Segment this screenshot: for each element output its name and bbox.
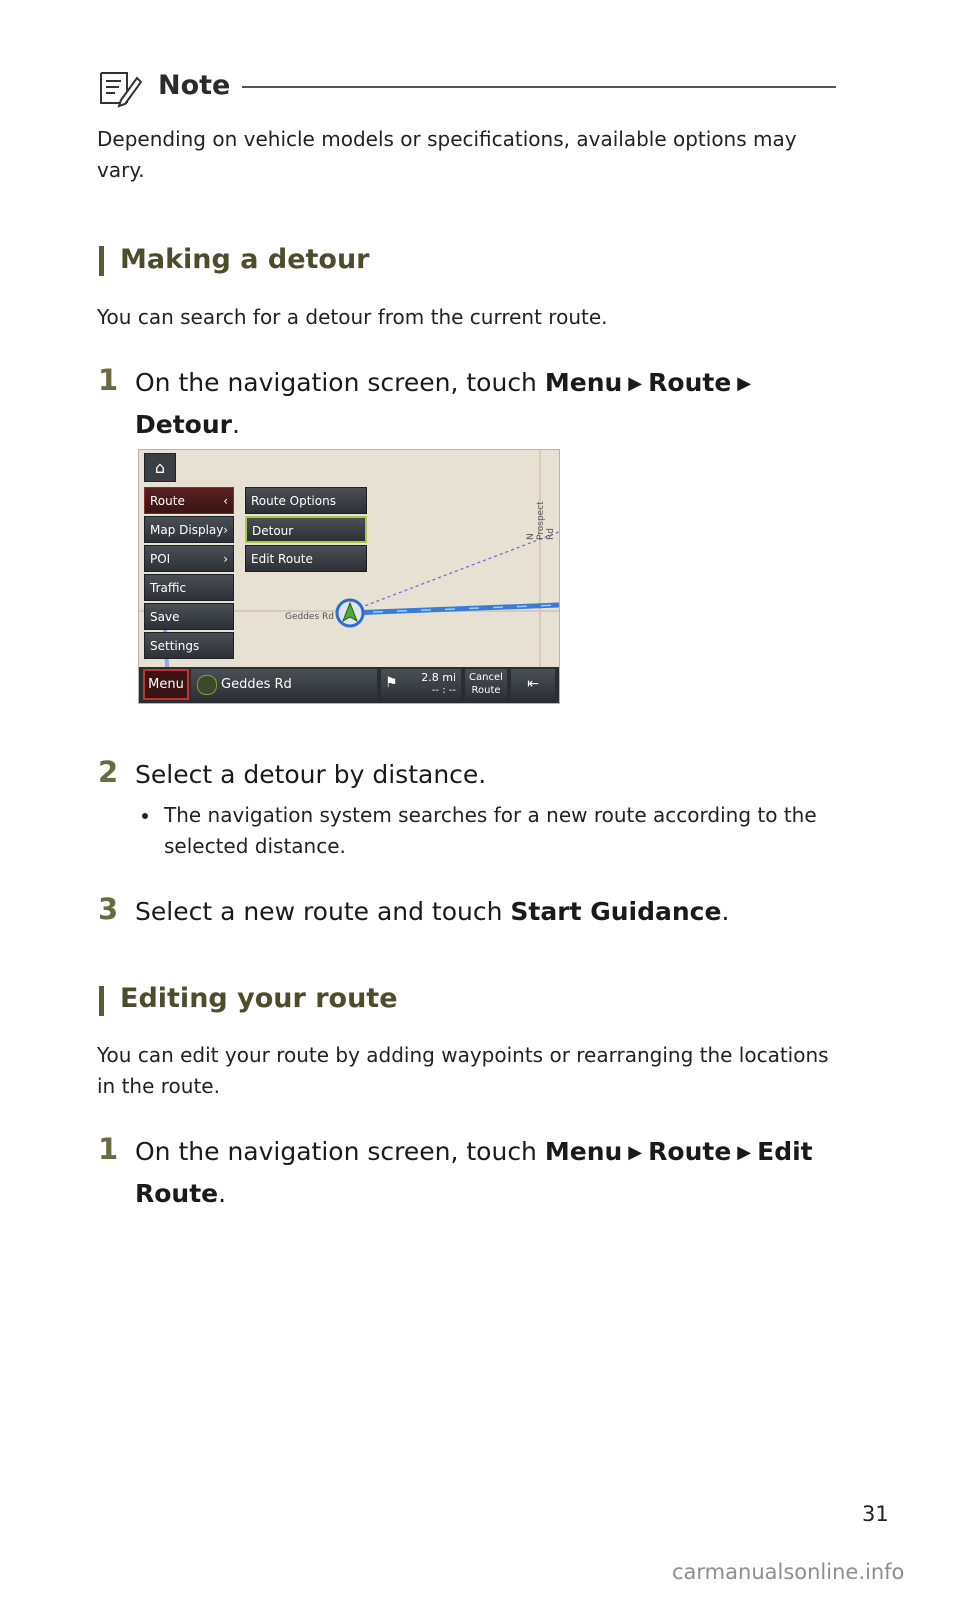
step-number: 3 [98, 892, 119, 926]
page-number: 31 [862, 1502, 889, 1526]
section-marker [99, 986, 104, 1016]
menu-item-poi[interactable]: POI › [144, 545, 234, 572]
step-bullet: The navigation system searches for a new route according to the selected distance. [164, 803, 817, 858]
road-label-vertical: N Prospect Rd [526, 501, 556, 540]
section-title-detour: Making a detour [120, 244, 370, 275]
remaining-distance: 2.8 mi [421, 671, 456, 684]
checkered-flag-icon: ⚑ [385, 675, 398, 691]
step-number: 1 [98, 1132, 119, 1166]
home-button[interactable]: ⌂ [144, 453, 176, 482]
menu-item-route[interactable]: Route ‹ [144, 487, 234, 514]
split-screen-icon[interactable]: ⇤ [511, 669, 555, 700]
section-title-editing: Editing your route [120, 983, 398, 1014]
current-road: Geddes Rd [191, 669, 377, 700]
menu-button[interactable]: Menu [143, 669, 189, 700]
menu-item-settings[interactable]: Settings [144, 632, 234, 659]
chevron-right-icon: › [223, 552, 228, 566]
cancel-route-button[interactable]: Cancel Route [465, 669, 507, 700]
step-text: Select a detour by distance. [135, 760, 487, 789]
arrow-right-icon: ▶ [737, 1142, 752, 1163]
step-text: On the navigation screen, touch Menu ▶ Route ▶ Detour. [135, 368, 752, 439]
section-marker [99, 246, 104, 276]
note-body: Depending on vehicle models or specifications, available options may vary. [97, 127, 797, 182]
step-text: On the navigation screen, touch Menu ▶ Route ▶ Edit Route. [135, 1137, 813, 1208]
navigation-screenshot [138, 449, 560, 704]
submenu-edit-route[interactable]: Edit Route [245, 545, 367, 572]
arrow-right-icon: ▶ [737, 373, 752, 394]
bullet-icon [142, 813, 148, 819]
distance-panel[interactable] [381, 669, 461, 700]
note-title: Note [158, 70, 231, 101]
arrival-time: -- : -- [431, 685, 456, 696]
note-divider [242, 86, 836, 88]
section-intro-detour: You can search for a detour from the current route. [97, 305, 608, 329]
submenu-detour[interactable]: Detour [245, 516, 367, 543]
step-number: 2 [98, 755, 119, 789]
navigation-arrow-icon [197, 675, 217, 695]
arrow-right-icon: ▶ [628, 373, 643, 394]
arrow-right-icon: ▶ [628, 1142, 643, 1163]
vehicle-position-icon [335, 598, 365, 628]
watermark: carmanualsonline.info [672, 1560, 905, 1584]
step-text: Select a new route and touch Start Guidance. [135, 897, 730, 926]
chevron-left-icon: ‹ [223, 494, 228, 508]
menu-item-traffic[interactable]: Traffic [144, 574, 234, 601]
chevron-right-icon: › [223, 523, 228, 537]
road-label-horizontal: Geddes Rd [285, 612, 334, 622]
menu-item-map-display[interactable]: Map Display › [144, 516, 234, 543]
menu-item-save[interactable]: Save [144, 603, 234, 630]
submenu-route-options[interactable]: Route Options [245, 487, 367, 514]
note-icon [99, 70, 143, 108]
bottom-bar [139, 667, 559, 703]
section-intro-editing: You can edit your route by adding waypoints or rearranging the locations in the route. [97, 1043, 829, 1098]
step-number: 1 [98, 363, 119, 397]
